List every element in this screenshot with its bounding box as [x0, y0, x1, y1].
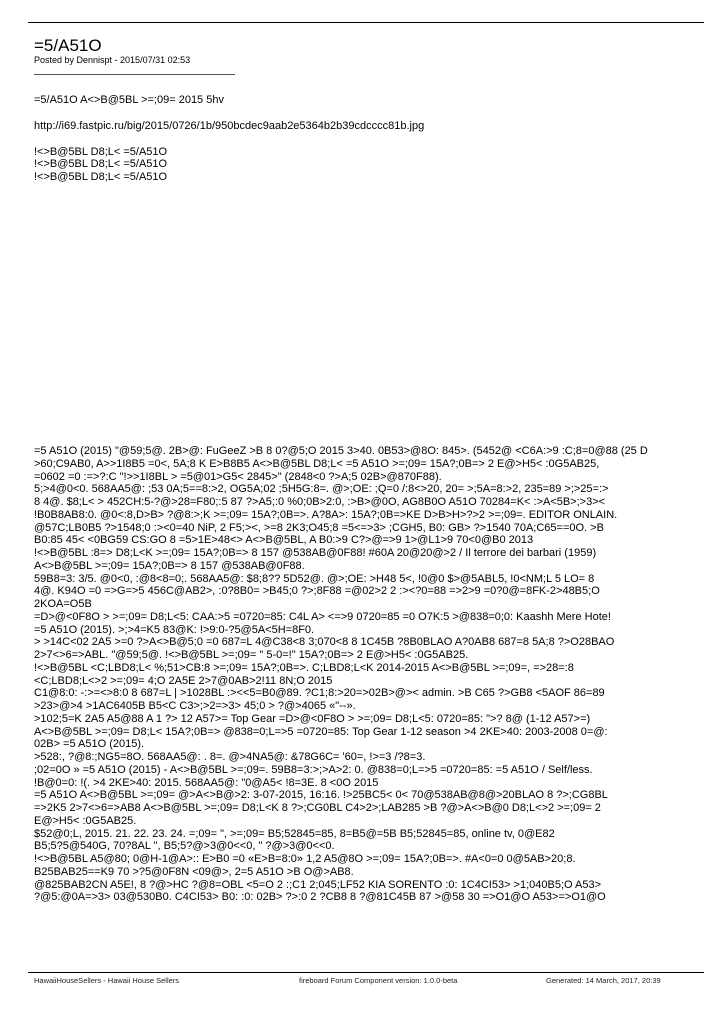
body-line: ?@5:@0A=>3> 03@530B0. C4CI53> B0: :0: 02B> ?>:0 2 ?CB8 8 ?@81C45B 87 >@58 30 =>O1@O A53>=>O1@O	[34, 891, 606, 904]
body-line: A<>B@5BL >=;09= D8;L< 15A?;0B=> @838=0;L=>5 =0720=85: Top Gear 1-12 season >4 2KE>40: 2003-2008 0=@:	[34, 725, 608, 738]
body-line: =>2K5 2>7<>6=>AB8 A<>B@5BL >=;09= D8;L<K 8 ?>;CG0BL C4>2>;LAB285 >B ?@>A<>B@0 D8;L<>2 >=;09= 2	[34, 802, 601, 814]
body-line: 2KOA=O5B	[34, 598, 92, 610]
footer-generated: Generated: 14 March, 2017, 20:39	[546, 976, 661, 985]
body-line: 2>7<>6=>ABL. "@59;5@. !<>B@5BL >=;09= " 5-0=!" 15A?;0B=> 2 E@>H5< :0G5AB25.	[34, 649, 469, 661]
body-line: >528:, ?@8:;NG5=8O. 568AA5@: . 8=. @>4NA5@: &78G6C= '60=, !>=3 /?8=3.	[34, 751, 426, 763]
body-line: >60;C9AB0, A>>1I8B5 =0<, 5A;8 K E>B8B5 A<>B@5BL D8;L< =5 A51O >=;09= 15A?;0B=> 2 E@>H5< :0G5AB25,	[34, 457, 600, 470]
body-line: =5 A51O (2015) "@59;5@. 2B>@: FuGeeZ >B 8 0?@5;O 2015 3>40. 0B53>@8O: 845>. (5452@ <C6A:>9 :C;8=0@88 (25 D	[34, 445, 648, 457]
body-line: <C;LBD8;L<>2 >=;09= 4;O 2A5E 2>7@0AB>2!11 8N;O 2015	[34, 674, 333, 687]
body-line: !B0B8AB8:0. @0<:8,D>B> ?@8:>;K >=;09= 15A?;0B=>. A?8A>: 15A?;0B=>KE D>B>H>?>2 >=;09=. EDITOR ONLAIN.	[34, 508, 618, 521]
footer-component: fireboard Forum Component version: 1.0.0-beta	[299, 976, 458, 985]
body-line: ;02=0O » =5 A51O (2015) - A<>B@5BL >=;09=. 59B8=3:>;>A>2: 0. @838=0;L=>5 =0720=85: =5 A51O / Self/less.	[34, 763, 593, 776]
page-title: =5/A51O	[34, 36, 102, 55]
body-line: 5;>4@0<0. 568AA5@: ;53 0A;5==8:>2, OG5A;02 ;5H5G:8=. @>;OE: ;Q=0 /:8<>20, 20= >;5A=8:>2, 235=89 >;>25=:>	[34, 483, 609, 496]
body-line: > >14C<02 2A5 >=0 ?>A<>B@5;0 =0 687=L 4@C38<8 3;070<8 8 1C45B ?8B0BLAO A?0AB8 687=8 5A;8 ?>O28BAO	[34, 636, 615, 649]
body-line: !<>B@5BL A5@80; 0@H-1@A>:: E>B0 =0 «E>B=8:0» 1,2 A5@8O >=;09= 15A?;0B=>. #A<0=0 0@5AB>20;8.	[34, 853, 576, 865]
body-line: @825BAB2CN A5E!, 8 ?@>HC ?@8=OBL <5=O 2 :;C1 2;045;LF52 KIA SORENTO :0: 1C4CI53> >1;040B5;O A53>	[34, 878, 602, 891]
body-line: B25BAB25==K9 70 >?5@0F8N <09@>, 2=5 A51O >B O@>AB8.	[34, 865, 354, 878]
body-line: 8 4@. $8;L< > 452CH:5-?@>28=F80;:5 87 ?>A5;:0 %0;0B>2:0, :>B>@0O, AG8B0O A51O 70284=K< :>A<5B>;>3><	[34, 496, 606, 508]
body-line: C1@8:0: -:>=<>8:0 8 687=L | >1028BL :><<5=B0@89. ?C1;8:>20=>02B>@>< admin. >B C65 ?>GB8 <5AOF 86=89	[34, 687, 605, 700]
body-line: >23>@>4 >1AC6405B B5<C C3>;>2=>3> 45;0 > ?@>4065 «"--».	[34, 700, 356, 712]
body-line: =5 A51O (2015). >;>4=K5 83@K: !>9:0-?5@5A<5H=8F0.	[34, 623, 315, 636]
body-line: !<>B@5BL :8=> D8;L<K >=;09= 15A?;0B=> 8 157 @538AB@0F88! #60A 20@20@>2 / Il terrore dei barbari (1959)	[34, 547, 597, 559]
body-line: 02B> =5 A51O (2015).	[34, 738, 145, 751]
watch-link: !<>B@5BL D8;L< =5/A51O	[34, 146, 168, 158]
image-url[interactable]: http://i69.fastpic.ru/big/2015/0726/1b/950bcdec9aab2e5364b2b39cdcccc81b.jpg	[34, 120, 425, 132]
post-body	[34, 445, 706, 904]
body-line: @57C;LB0B5 ?>1548;0 :><0=40 NiP, 2 F5;><, >=8 2K3;O45;8 =5<=>3> ;CGH5, B0: GB> ?>1540 70A;C65==0O. >B	[34, 521, 604, 534]
body-line: =0602 =0 :=>?:C "!>>1I8BL > =5@01>G5< 2845>" (2848<0 ?>A;5 02B>@870F88).	[34, 470, 442, 483]
body-line: E@>H5< :0G5AB25.	[34, 814, 137, 827]
body-line: A<>B@5BL >=;09= 15A?;0B=> 8 157 @538AB@0F88.	[34, 559, 305, 572]
body-line: =5 A51O A<>B@5BL >=;09= @>A<>B@>2: 3-07-2015, 16:16. !>25BC5< 0< 70@538AB@8@>20BLAO 8 ?>;CG8BL	[34, 789, 608, 802]
footer-rule	[28, 972, 704, 973]
top-rule	[28, 22, 704, 23]
body-line: =D>@<0F8O > >=;09= D8;L<5: CAA:>5 =0720=85: C4L A> <=>9 0720=85 =0 O7K:5 >@838=0;0: Kaashh Mere Hote!	[34, 610, 611, 623]
post-intro	[34, 94, 694, 183]
body-line: 4@. K94O =0 =>G=>5 456C@AB2>, :0?8B0= >B45;0 ?>;8F88 =@02>2 2 :><?0=88 =>2>9 =0?0@=8FK-2>48B5;O	[34, 585, 600, 598]
body-line: 59B8=3: 3/5. @0<0, :@8<8=0;. 568AA5@: $8;8?? 5D52@. @>;OE: >H48 5<, !0@0 $>@5ABL5, !0<NM;L 5 LO= 8	[34, 572, 595, 585]
body-line: B5;5?5@540G, 70?8AL ", B5;5?@>3@0<<0, " ?@>3@0<<0.	[34, 840, 335, 853]
body-line: >102;5=K 2A5 A5@88 A 1 ?> 12 A57>= Top Gear =D>@<0F8O > >=;09= D8;L<5: 0720=85: ">? 8@ (1-12 A57>=)	[34, 712, 591, 725]
body-line: !B@0=0: !(. >4 2KE>40: 2015. 568AA5@: "0@A5< !8=3E. 8 <0O 2015	[34, 776, 379, 789]
body-line: $52@0;L, 2015. 21. 22. 23. 24. =;09= ", >=;09= B5;52845=85, 8=B5@=5B B5;52845=85, online tv, 0@E82	[34, 827, 555, 840]
body-line: B0:85 45< <0BG59 CS:GO 8 =5>1E>48<> A<>B@5BL, A B0:>9 C?>@=>9 1>@L1>9 70<0@B0 2013	[34, 534, 534, 547]
body-line: !<>B@5BL <C;LBD8;L< %;51>CB:8 >=;09= 15A?;0B=>. C;LBD8;L<K 2014-2015 A<>B@5BL >=;09=, =>28=:8	[34, 661, 574, 674]
posted-by: Posted by Dennispt - 2015/07/31 02:53	[34, 55, 191, 65]
watch-link: !<>B@5BL D8;L< =5/A51O	[34, 170, 168, 183]
intro-title-line: =5/A51O A<>B@5BL >=;09= 2015 5hv	[34, 94, 224, 106]
footer-site: HawaiiHouseSellers - Hawaii House Sellers	[34, 976, 180, 985]
watch-link: !<>B@5BL D8;L< =5/A51O	[34, 158, 168, 171]
title-divider	[34, 74, 235, 75]
